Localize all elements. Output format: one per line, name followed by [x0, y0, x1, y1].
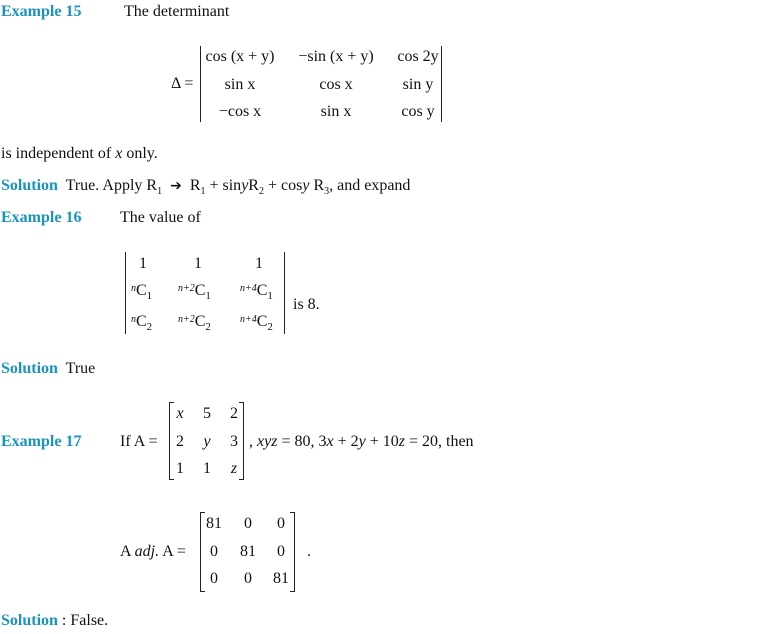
matrix-cell: 1 — [176, 460, 184, 477]
example-17-solution: Solution : False. — [1, 612, 109, 629]
matrix-cell: 1 — [203, 460, 211, 477]
matrix-cell: 0 — [277, 515, 285, 532]
delta-lhs: Δ = — [171, 75, 194, 92]
det-cell: $^{n+2}C_2$ — [178, 313, 211, 333]
example-15-title: The determinant — [124, 3, 230, 20]
example-17-label: Example 17 — [1, 433, 82, 450]
matrix-cell: 2 — [176, 433, 184, 450]
matrix-cell: 0 — [244, 515, 252, 532]
det16-right-bar — [284, 252, 285, 334]
det-cell: $^{n+4}C_2$ — [240, 313, 273, 333]
matrix-cell: 0 — [210, 570, 218, 587]
det-cell: $^{n+2}C_1$ — [178, 282, 211, 302]
det-cell: $^nC_1$ — [131, 282, 153, 302]
example-15-label: Example 15 — [1, 3, 82, 20]
det-cell: 1 — [139, 255, 147, 272]
matrix-cell: z — [230, 460, 238, 477]
det-cell: sin x — [320, 103, 352, 120]
det16-left-bar — [125, 252, 126, 334]
det-cell: cos y — [401, 103, 435, 120]
det-cell: $^{n+4}C_1$ — [240, 282, 273, 302]
det-left-bar — [200, 46, 201, 122]
adj-matrix-right-bracket — [290, 512, 295, 592]
solution-label: Solution — [1, 177, 58, 194]
matrix-cell: 5 — [203, 405, 211, 422]
solution-label: Solution — [1, 612, 58, 629]
det-cell: 1 — [255, 255, 263, 272]
matrix-cell: 0 — [244, 570, 252, 587]
example-16-label: Example 16 — [1, 209, 82, 226]
det-cell: sin y — [402, 76, 434, 93]
example-16-tail: is 8. — [293, 296, 320, 313]
solution-label: Solution — [1, 360, 58, 377]
matrix-a-right-bracket — [239, 402, 244, 480]
matrix-a-left-bracket — [169, 402, 174, 480]
matrix-cell: 2 — [230, 405, 238, 422]
example-15-solution: Solution True. Apply $R_1$ ➔ $R_1$ + sinyR$_2$ + cosy $R_3$, and expand — [1, 177, 411, 198]
adj-lhs: A adj. A = — [120, 543, 186, 560]
det-cell: cos 2y — [397, 48, 439, 65]
det-cell: sin x — [224, 76, 256, 93]
matrix-cell: 0 — [210, 543, 218, 560]
matrix-cell: y — [203, 433, 211, 450]
example-15-statement: is independent of x only. — [1, 145, 158, 162]
matrix-cell: 0 — [277, 543, 285, 560]
det-cell: −sin (x + y) — [298, 48, 374, 65]
arrow-icon: ➔ — [170, 178, 182, 194]
matrix-cell: x — [176, 405, 184, 422]
det-right-bar — [441, 46, 442, 122]
if-a-lhs: If A = — [120, 433, 158, 450]
adj-period: . — [307, 543, 311, 560]
det-cell: −cos x — [218, 103, 262, 120]
det-cell: $^nC_2$ — [131, 313, 153, 333]
adj-matrix-left-bracket — [200, 512, 205, 592]
example-16-title: The value of — [120, 209, 201, 226]
matrix-cell: 81 — [206, 515, 222, 532]
example-16-solution: Solution True — [1, 360, 96, 377]
matrix-cell: 81 — [273, 570, 289, 587]
example-17-condition: , xyz = 80, 3x + 2y + 10z = 20, then — [249, 433, 474, 450]
det-cell: cos x — [319, 76, 353, 93]
matrix-cell: 81 — [240, 543, 256, 560]
det-cell: 1 — [194, 255, 202, 272]
matrix-cell: 3 — [230, 433, 238, 450]
det-cell: cos (x + y) — [205, 48, 275, 65]
